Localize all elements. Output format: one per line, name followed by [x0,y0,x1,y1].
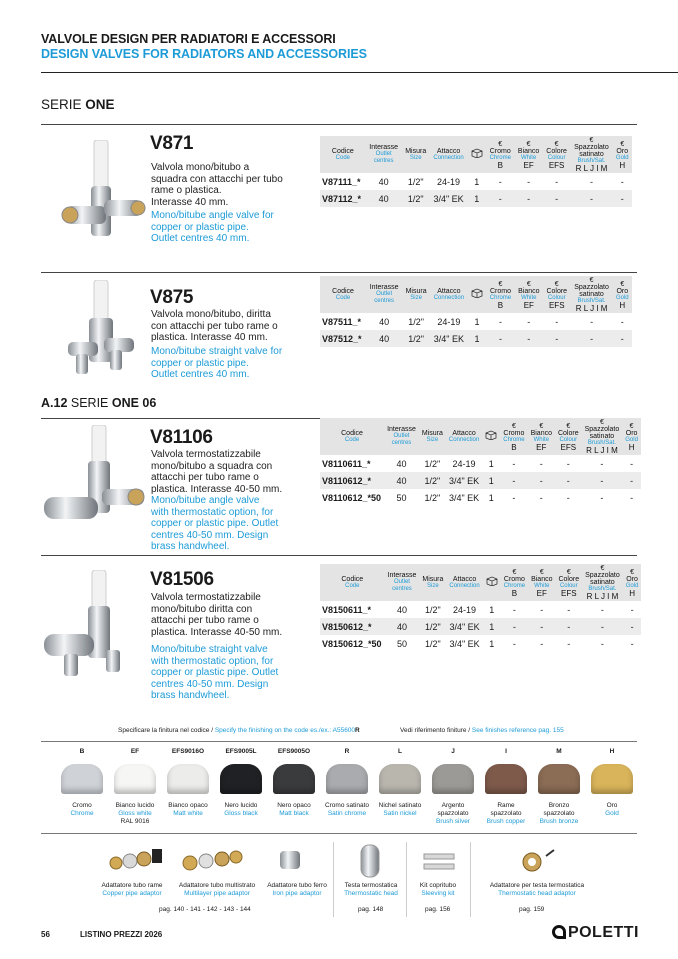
col-chrome: € Cromo Chrome B [503,568,526,598]
col-code: Codice Code [341,429,363,443]
col-chrome: € Cromo Chrome B [489,280,512,310]
price-brushed: - [590,316,594,327]
price-chrome: - [512,604,516,615]
price-brushed: - [589,176,593,187]
valve-v875-image [58,280,148,380]
price-colour: - [555,333,559,344]
finish-code: I [505,748,507,755]
table-row [320,190,632,207]
table-row [320,472,641,489]
finish-name-en: Gloss black [224,810,258,817]
col-size: Misura Size [405,147,427,161]
col-interasse: Interasse Outlet centres [369,284,399,304]
accessory-separator [406,842,407,917]
finish-reference-note: Vedi riferimento finiture / See finishes reference pag. 155 [400,727,564,734]
finish-code: M [556,748,562,755]
package-qty: 1 [489,621,495,632]
package-qty: 1 [488,458,494,469]
finish-swatch [57,748,107,818]
accessory-iron-adaptor: Adattatore tubo ferro Iron pipe adaptor [267,882,327,897]
col-white: € Bianco White EF [518,280,540,310]
price-gold: - [620,193,624,204]
finish-name-en: Satin chrome [327,810,367,817]
accessory-head-adaptor: Adattatore per testa termostatica Thermostatic head adaptor [489,882,585,897]
price-white: - [527,176,531,187]
finish-name-en: Chrome [70,810,94,817]
interasse-value: 40 [396,458,407,469]
interasse-value: 40 [379,333,390,344]
col-white: € Bianco White EF [530,422,552,452]
price-colour: - [555,316,559,327]
price-gold: - [620,333,624,344]
finish-cap-icon [379,764,421,794]
iron-adaptor-image [276,845,306,875]
price-white: - [540,621,544,632]
finish-name-it: Nichel satinato [378,802,422,809]
finish-cap-icon [591,764,633,794]
table-row [320,330,632,347]
col-brushed: € Spazzolato satinato Brush/Sat. R L J I M [574,277,609,313]
col-code: Codice Code [332,287,354,301]
finish-name-it: Argento spazzolato [437,802,469,817]
finish-code: R [344,748,350,755]
table-row [320,635,641,652]
price-chrome: - [512,475,516,486]
valve-v81506-image [44,570,148,690]
finish-cap-icon [485,764,527,794]
product-description-it: Valvola mono/bitubo, diritta con attacchi per tubo rame o plastica. Interasse 40 mm. [151,309,278,343]
thermostatic-head-image [358,843,382,881]
col-gold: € Oro Gold H [625,568,639,598]
accessory-copper-adaptor: Adattatore tubo rame Copper pipe adaptor [101,882,163,897]
finish-name-en: Matt white [173,810,203,817]
table-header-row [320,418,641,455]
price-gold: - [630,492,634,503]
finish-name-en: Brush silver [436,818,470,825]
price-colour: - [566,458,570,469]
table-row [320,618,641,635]
product-description-en: Mono/bitube straight valve for copper or plastic pipe. Outlet centres 40 mm. [151,346,283,380]
col-white: € Bianco White EF [531,568,553,598]
price-gold: - [630,458,634,469]
serie-one-heading: SERIE ONE [41,97,115,112]
price-brushed: - [600,621,604,632]
table-row [320,173,632,190]
size-value: 1/2" [424,492,441,503]
price-brushed: - [600,492,604,503]
package-qty: 1 [474,333,480,344]
article-code: V8110611_* [322,458,371,469]
article-code: V87512_* [322,333,362,344]
finish-name-it: Nero opaco [277,802,311,809]
package-qty: 1 [474,193,480,204]
finish-code: EFS9005L [225,748,257,755]
size-value: 1/2" [407,193,424,204]
connection-value: 3/4" EK [433,333,464,344]
package-qty: 1 [488,475,494,486]
price-white: - [527,333,531,344]
finish-swatch [110,748,160,826]
connection-value: 3/4" EK [433,193,464,204]
price-colour: - [567,621,571,632]
finish-code: J [451,748,455,755]
finish-name-it: Bronzo spazzolato [543,802,575,817]
price-brushed: - [590,333,594,344]
col-gold: € Oro Gold H [625,422,638,452]
finish-note: Specificare la finitura nel codice / Specify the finishing on the code es./ex.: A55600R [118,727,360,734]
finish-cap-icon [61,764,103,794]
product-description-en: Mono/bitube angle valve for copper or plastic pipe. Outlet centres 40 mm. [151,210,274,244]
size-value: 1/2" [407,176,424,187]
price-white: - [527,316,531,327]
interasse-value: 40 [378,176,389,187]
connection-value: 3/4" EK [449,621,480,632]
price-gold: - [630,621,634,632]
product-description-en: Mono/bitube angle valve with thermostatic option, for copper or plastic pipe. Outlet centres 40-50 mm. Design brass handwheel. [151,495,279,552]
package-qty: 1 [488,492,494,503]
col-code: Codice Code [341,575,364,589]
col-code: Codice Code [331,147,354,161]
interasse-value: 50 [396,492,407,503]
package-qty: 1 [489,604,495,615]
article-code: V8150612_*50 [322,638,382,649]
col-chrome: € Cromo Chrome B [489,140,511,170]
product-code-v81106: V81106 [150,427,213,448]
price-brushed: - [600,458,604,469]
serie-one06-heading: A.12 SERIE ONE 06 [41,396,157,410]
price-colour: - [555,193,559,204]
finishes-divider [41,741,637,742]
connection-value: 24-19 [453,604,477,615]
col-size: Misura Size [405,287,427,301]
price-gold: - [630,638,634,649]
table-header-row [320,276,632,313]
finish-swatch [216,748,266,818]
finish-cap-icon [273,764,315,794]
size-value: 1/2" [424,475,441,486]
product-divider [41,272,637,273]
finish-swatch [322,748,372,818]
package-qty: 1 [489,638,495,649]
col-gold: € Oro Gold H [615,280,629,310]
table-row [320,313,632,330]
package-icon [468,276,487,313]
price-list-label: LISTINO PREZZI 2026 [80,930,163,939]
finish-swatch [269,748,319,818]
valve-v871-image [58,140,148,250]
connection-value: 3/4" EK [448,475,480,486]
size-value: 1/2" [425,604,441,615]
finish-cap-icon [432,764,474,794]
col-connection: Attacco Connection [448,429,480,443]
price-table [320,276,632,347]
size-value: 1/2" [425,621,441,632]
product-divider [41,124,637,125]
price-gold: - [630,604,634,615]
accessory-separator [333,842,334,917]
finish-swatch [481,748,531,826]
accessory-page-reference: pag. 159 [519,906,545,913]
finish-name-it: Bianco lucido [115,802,155,809]
finish-name-it: Bianco opaco [168,802,208,809]
price-brushed: - [600,604,604,615]
size-value: 1/2" [408,333,424,344]
interasse-value: 40 [396,621,407,632]
col-gold: € Oro Gold H [615,140,629,170]
connection-value: 3/4" EK [448,492,480,503]
accessories-divider [41,833,637,834]
price-white: - [540,638,544,649]
product-code-v875: V875 [150,287,194,308]
connection-value: 24-19 [437,176,461,187]
finish-swatch [587,748,637,818]
price-brushed: - [589,193,593,204]
accessory-thermostatic-head: Testa termostatica Thermostatic head [344,882,398,897]
package-icon [467,136,486,173]
product-code-v81506: V81506 [150,569,214,590]
price-table [320,418,641,506]
col-interasse: Interasse Outlet centres [369,144,399,164]
finish-name-it: Oro [606,802,618,809]
product-description-it: Valvola mono/bitubo a squadra con attacchi per tubo rame o plastica. Interasse 40 mm. [151,162,283,208]
price-gold: - [620,176,624,187]
price-gold: - [630,475,634,486]
col-connection: Attacco Connection [433,147,464,161]
table-header-row [320,564,641,601]
package-qty: 1 [474,316,480,327]
article-code: V8150612_* [322,621,372,632]
finish-name-en: Gloss white [118,810,152,817]
col-colour: € Colore Colour EFS [558,568,580,598]
connection-value: 24-19 [452,458,476,469]
price-white: - [539,458,543,469]
connection-value: 24-19 [437,316,461,327]
accessory-page-reference: pag. 148 [358,906,384,913]
article-code: V87511_* [322,316,362,327]
price-chrome: - [498,193,502,204]
price-brushed: - [600,475,604,486]
price-brushed: - [600,638,604,649]
size-value: 1/2" [424,458,441,469]
col-connection: Attacco Connection [449,575,480,589]
finish-name-it: Cromo [72,802,92,809]
accessory-page-reference: pag. 140 - 141 - 142 - 143 - 144 [159,906,251,913]
finish-swatch [163,748,213,818]
finish-name-en: Satin nickel [383,810,417,817]
article-code: V8110612_*50 [322,492,382,503]
col-brushed: € Spazzolato satinato Brush/Sat. R L J I M [584,419,620,455]
brand-logo: POLETTI [552,924,639,942]
accessory-separator [470,842,471,917]
interasse-value: 50 [396,638,407,649]
finish-swatch [428,748,478,826]
package-icon [482,418,500,455]
package-icon [483,564,501,601]
table-row [320,489,641,506]
finish-name-en: Matt black [279,810,309,817]
price-table [320,564,641,652]
finish-name-it: Rame spazzolato [490,802,522,817]
price-white: - [539,475,543,486]
article-code: V8150611_* [322,604,372,615]
price-chrome: - [498,333,502,344]
col-interasse: Interasse Outlet centres [387,572,417,592]
price-white: - [527,193,531,204]
price-gold: - [620,316,624,327]
finish-cap-icon [114,764,156,794]
finish-name-en: Gold [605,810,619,817]
article-code: V87111_* [322,176,361,187]
logo-mark-icon [552,925,566,939]
product-divider [41,555,637,556]
col-colour: € Colore Colour EFS [546,280,568,310]
header-divider [41,72,678,73]
price-chrome: - [498,176,502,187]
interasse-value: 40 [379,316,390,327]
price-colour: - [566,475,570,486]
article-code: V8110612_* [322,475,372,486]
col-interasse: Interasse Outlet centres [387,426,416,446]
package-qty: 1 [474,176,480,187]
accessory-sleeving-kit: Kit copritubo Sleeving kit [419,882,457,897]
page-number: 56 [41,930,50,939]
accessory-page-reference: pag. 156 [425,906,451,913]
size-value: 1/2" [408,316,424,327]
size-value: 1/2" [425,638,441,649]
col-connection: Attacco Connection [433,287,465,301]
multilayer-adaptor-image [180,845,244,875]
finish-name-en: Brush bronze [539,818,579,825]
interasse-value: 40 [396,604,407,615]
finish-cap-icon [326,764,368,794]
table-row [320,601,641,618]
price-colour: - [566,492,570,503]
connection-value: 3/4" EK [449,638,480,649]
article-code: V87112_* [322,193,362,204]
finish-code: EFS9005O [277,748,311,755]
price-colour: - [567,638,571,649]
finish-cap-icon [538,764,580,794]
finish-cap-icon [167,764,209,794]
price-white: - [539,492,543,503]
copper-adaptor-image [108,845,164,875]
finish-swatch [534,748,584,826]
finish-name-it: Nero lucido [224,802,258,809]
catalog-title-english: DESIGN VALVES FOR RADIATORS AND ACCESSORIES [41,47,367,61]
price-white: - [540,604,544,615]
interasse-value: 40 [378,193,389,204]
catalog-title-italian: VALVOLE DESIGN PER RADIATORI E ACCESSORI [41,32,336,46]
valve-v81106-image [44,425,148,545]
col-chrome: € Cromo Chrome B [503,422,525,452]
col-size: Misura Size [422,575,444,589]
finish-extra: RAL 9016 [120,818,150,825]
table-row [320,455,641,472]
product-description-en: Mono/bitube straight valve with thermostatic option, for copper or plastic pipe. Outlet centres 40-50 mm. Design brass handwheel. [151,644,279,701]
table-header-row [320,136,632,173]
product-description-it: Valvola termostatizzabile mono/bitubo a squadra con attacchi per tubo rame o plastica. Interasse 40-50 mm. [151,449,283,495]
price-chrome: - [498,316,502,327]
product-description-it: Valvola termostatizzabile mono/bitubo diritta con attacchi per tubo rame o plastica. Interasse 40-50 mm. [151,592,283,638]
price-chrome: - [512,621,516,632]
col-colour: € Colore Colour EFS [546,140,567,170]
col-brushed: € Spazzolato satinato Brush/Sat. R L J I M [574,137,609,173]
sleeving-kit-image [420,846,460,876]
finish-swatch [375,748,425,818]
accessory-multilayer-adaptor: Adattatore tubo multistrato Multilayer pipe adaptor [178,882,256,897]
price-chrome: - [512,458,516,469]
col-white: € Bianco White EF [517,140,540,170]
col-size: Misura Size [421,429,443,443]
finish-code: EFS9016O [171,748,205,755]
price-colour: - [555,176,559,187]
finish-code: L [398,748,402,755]
col-colour: € Colore Colour EFS [557,422,579,452]
finish-code: EF [130,748,140,755]
price-chrome: - [512,638,516,649]
finish-code: B [79,748,85,755]
finish-name-it: Cromo satinato [324,802,370,809]
price-chrome: - [512,492,516,503]
finish-cap-icon [220,764,262,794]
price-table [320,136,632,207]
price-colour: - [567,604,571,615]
product-code-v871: V871 [150,133,194,154]
col-brushed: € Spazzolato satinato Brush/Sat. R L J I M [585,565,620,601]
head-adaptor-image [518,846,558,876]
interasse-value: 40 [396,475,407,486]
finish-code: H [609,748,615,755]
finish-name-en: Brush copper [486,818,526,825]
